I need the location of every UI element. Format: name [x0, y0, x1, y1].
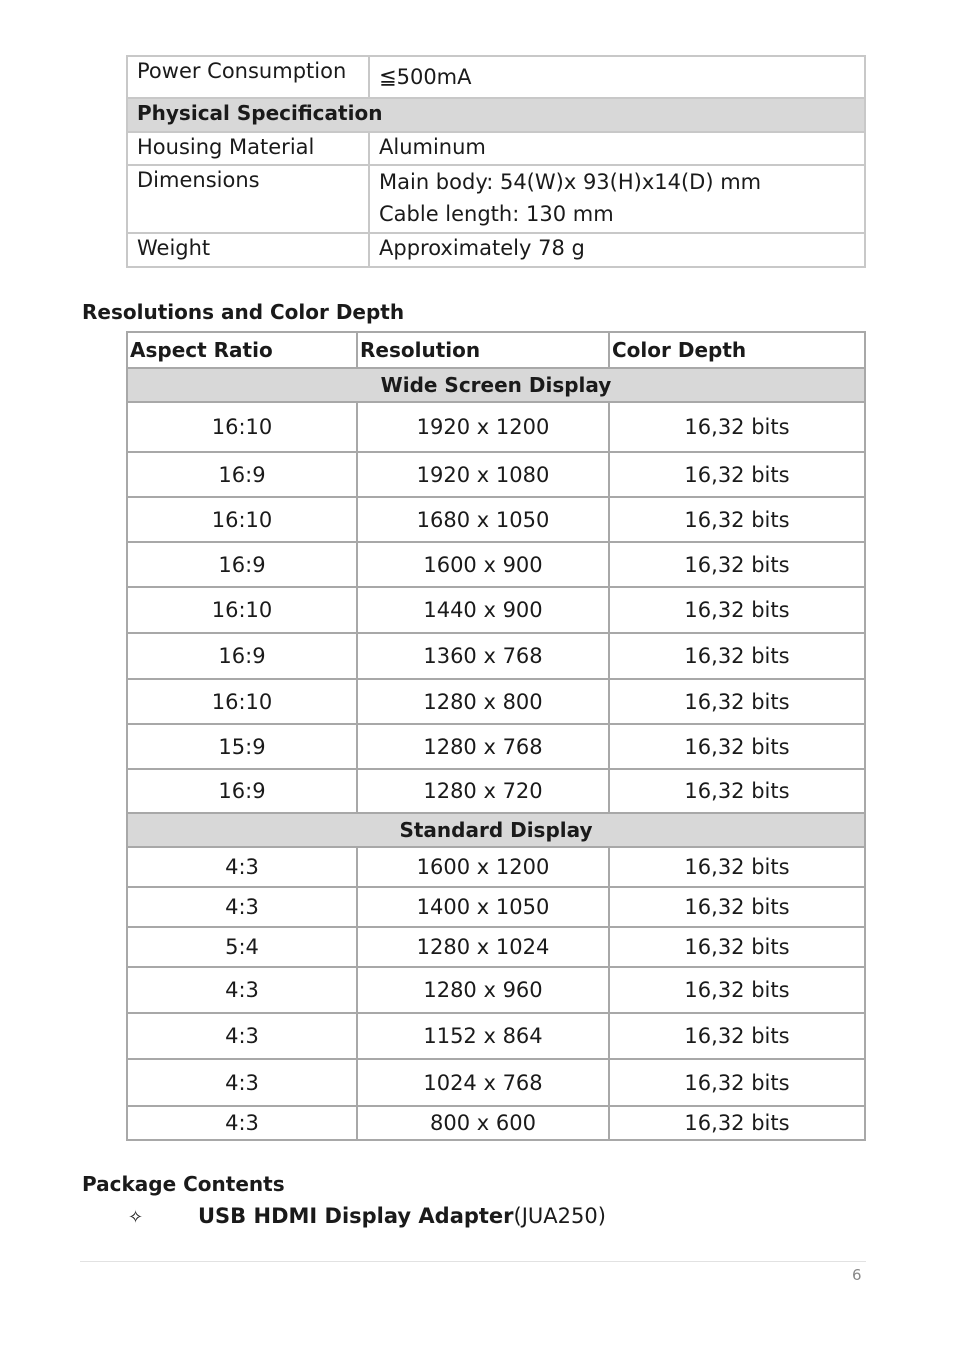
aspect-ratio-cell: 5:4 [127, 927, 357, 967]
table-row [127, 769, 865, 813]
resolutions-table [126, 331, 866, 1141]
aspect-ratio-cell: 4:3 [127, 887, 357, 927]
resolution-cell: 1360 x 768 [357, 633, 609, 679]
resolution-cell: 1280 x 720 [357, 769, 609, 813]
aspect-ratio-cell: 4:3 [127, 967, 357, 1013]
table-row [127, 847, 865, 887]
spec-section-title: Physical Specification [127, 98, 865, 132]
spec-value: Aluminum [369, 132, 865, 165]
standard-group [127, 813, 865, 1140]
column-header-resolution: Resolution [357, 332, 609, 368]
spec-value: ≦500mA [369, 56, 865, 98]
spec-row [127, 165, 865, 233]
spec-label: Power Consumption [127, 56, 369, 98]
table-row [127, 452, 865, 497]
spec-value-line: Cable length: 130 mm [379, 202, 614, 226]
spec-label: Dimensions [127, 165, 369, 233]
color-depth-cell: 16,32 bits [609, 769, 865, 813]
color-depth-cell: 16,32 bits [609, 887, 865, 927]
resolution-cell: 1400 x 1050 [357, 887, 609, 927]
color-depth-cell: 16,32 bits [609, 847, 865, 887]
bullet-icon: ✧ [128, 1207, 144, 1228]
package-heading: Package Contents [82, 1172, 285, 1196]
package-item [128, 1204, 606, 1228]
spec-row [127, 132, 865, 165]
spec-value: Approximately 78 g [369, 233, 865, 267]
resolution-cell: 1440 x 900 [357, 587, 609, 633]
table-row [127, 587, 865, 633]
table-row [127, 633, 865, 679]
color-depth-cell: 16,32 bits [609, 1059, 865, 1106]
column-header-aspect-ratio: Aspect Ratio [127, 332, 357, 368]
package-item-name: USB HDMI Display Adapter [198, 1204, 514, 1228]
color-depth-cell: 16,32 bits [609, 497, 865, 542]
resolution-cell: 1024 x 768 [357, 1059, 609, 1106]
table-row [127, 927, 865, 967]
resolution-cell: 1280 x 960 [357, 967, 609, 1013]
aspect-ratio-cell: 16:10 [127, 497, 357, 542]
resolution-cell: 1600 x 900 [357, 542, 609, 587]
table-row [127, 1013, 865, 1059]
aspect-ratio-cell: 16:10 [127, 679, 357, 724]
table-row [127, 679, 865, 724]
color-depth-cell: 16,32 bits [609, 724, 865, 769]
color-depth-cell: 16,32 bits [609, 1013, 865, 1059]
resolutions-heading: Resolutions and Color Depth [82, 300, 405, 324]
aspect-ratio-cell: 16:9 [127, 452, 357, 497]
table-row [127, 497, 865, 542]
color-depth-cell: 16,32 bits [609, 679, 865, 724]
aspect-ratio-cell: 15:9 [127, 724, 357, 769]
spec-label: Weight [127, 233, 369, 267]
aspect-ratio-cell: 4:3 [127, 1013, 357, 1059]
group-title-row [127, 813, 865, 847]
resolution-cell: 1920 x 1200 [357, 402, 609, 452]
aspect-ratio-cell: 16:9 [127, 633, 357, 679]
footer-divider [80, 1261, 866, 1262]
table-row [127, 967, 865, 1013]
aspect-ratio-cell: 4:3 [127, 847, 357, 887]
resolution-cell: 1280 x 768 [357, 724, 609, 769]
table-row [127, 724, 865, 769]
color-depth-cell: 16,32 bits [609, 967, 865, 1013]
resolution-cell: 1920 x 1080 [357, 452, 609, 497]
resolution-cell: 1600 x 1200 [357, 847, 609, 887]
spec-row [127, 233, 865, 267]
table-row [127, 542, 865, 587]
color-depth-cell: 16,32 bits [609, 633, 865, 679]
group-title-standard: Standard Display [127, 813, 865, 847]
group-title-row [127, 368, 865, 402]
color-depth-cell: 16,32 bits [609, 402, 865, 452]
wide-screen-group [127, 368, 865, 813]
resolution-cell: 1152 x 864 [357, 1013, 609, 1059]
package-item-model: (JUA250) [513, 1204, 606, 1228]
color-depth-cell: 16,32 bits [609, 927, 865, 967]
table-row [127, 887, 865, 927]
color-depth-cell: 16,32 bits [609, 542, 865, 587]
aspect-ratio-cell: 16:10 [127, 587, 357, 633]
color-depth-cell: 16,32 bits [609, 452, 865, 497]
spec-section-row [127, 98, 865, 132]
page-number: 6 [852, 1266, 862, 1284]
spec-value [369, 165, 865, 233]
aspect-ratio-cell: 16:9 [127, 542, 357, 587]
spec-value-line: Main body: 54(W)x 93(H)x14(D) mm [379, 170, 762, 194]
table-row [127, 1059, 865, 1106]
resolution-cell: 1280 x 1024 [357, 927, 609, 967]
color-depth-cell: 16,32 bits [609, 587, 865, 633]
resolution-cell: 800 x 600 [357, 1106, 609, 1140]
resolution-cell: 1680 x 1050 [357, 497, 609, 542]
spec-row [127, 56, 865, 98]
spec-table [126, 55, 866, 268]
table-header-row [127, 332, 865, 368]
color-depth-cell: 16,32 bits [609, 1106, 865, 1140]
table-row [127, 402, 865, 452]
spec-label: Housing Material [127, 132, 369, 165]
group-title-wide-screen: Wide Screen Display [127, 368, 865, 402]
column-header-color-depth: Color Depth [609, 332, 865, 368]
table-row [127, 1106, 865, 1140]
aspect-ratio-cell: 4:3 [127, 1106, 357, 1140]
aspect-ratio-cell: 16:9 [127, 769, 357, 813]
aspect-ratio-cell: 16:10 [127, 402, 357, 452]
resolution-cell: 1280 x 800 [357, 679, 609, 724]
aspect-ratio-cell: 4:3 [127, 1059, 357, 1106]
